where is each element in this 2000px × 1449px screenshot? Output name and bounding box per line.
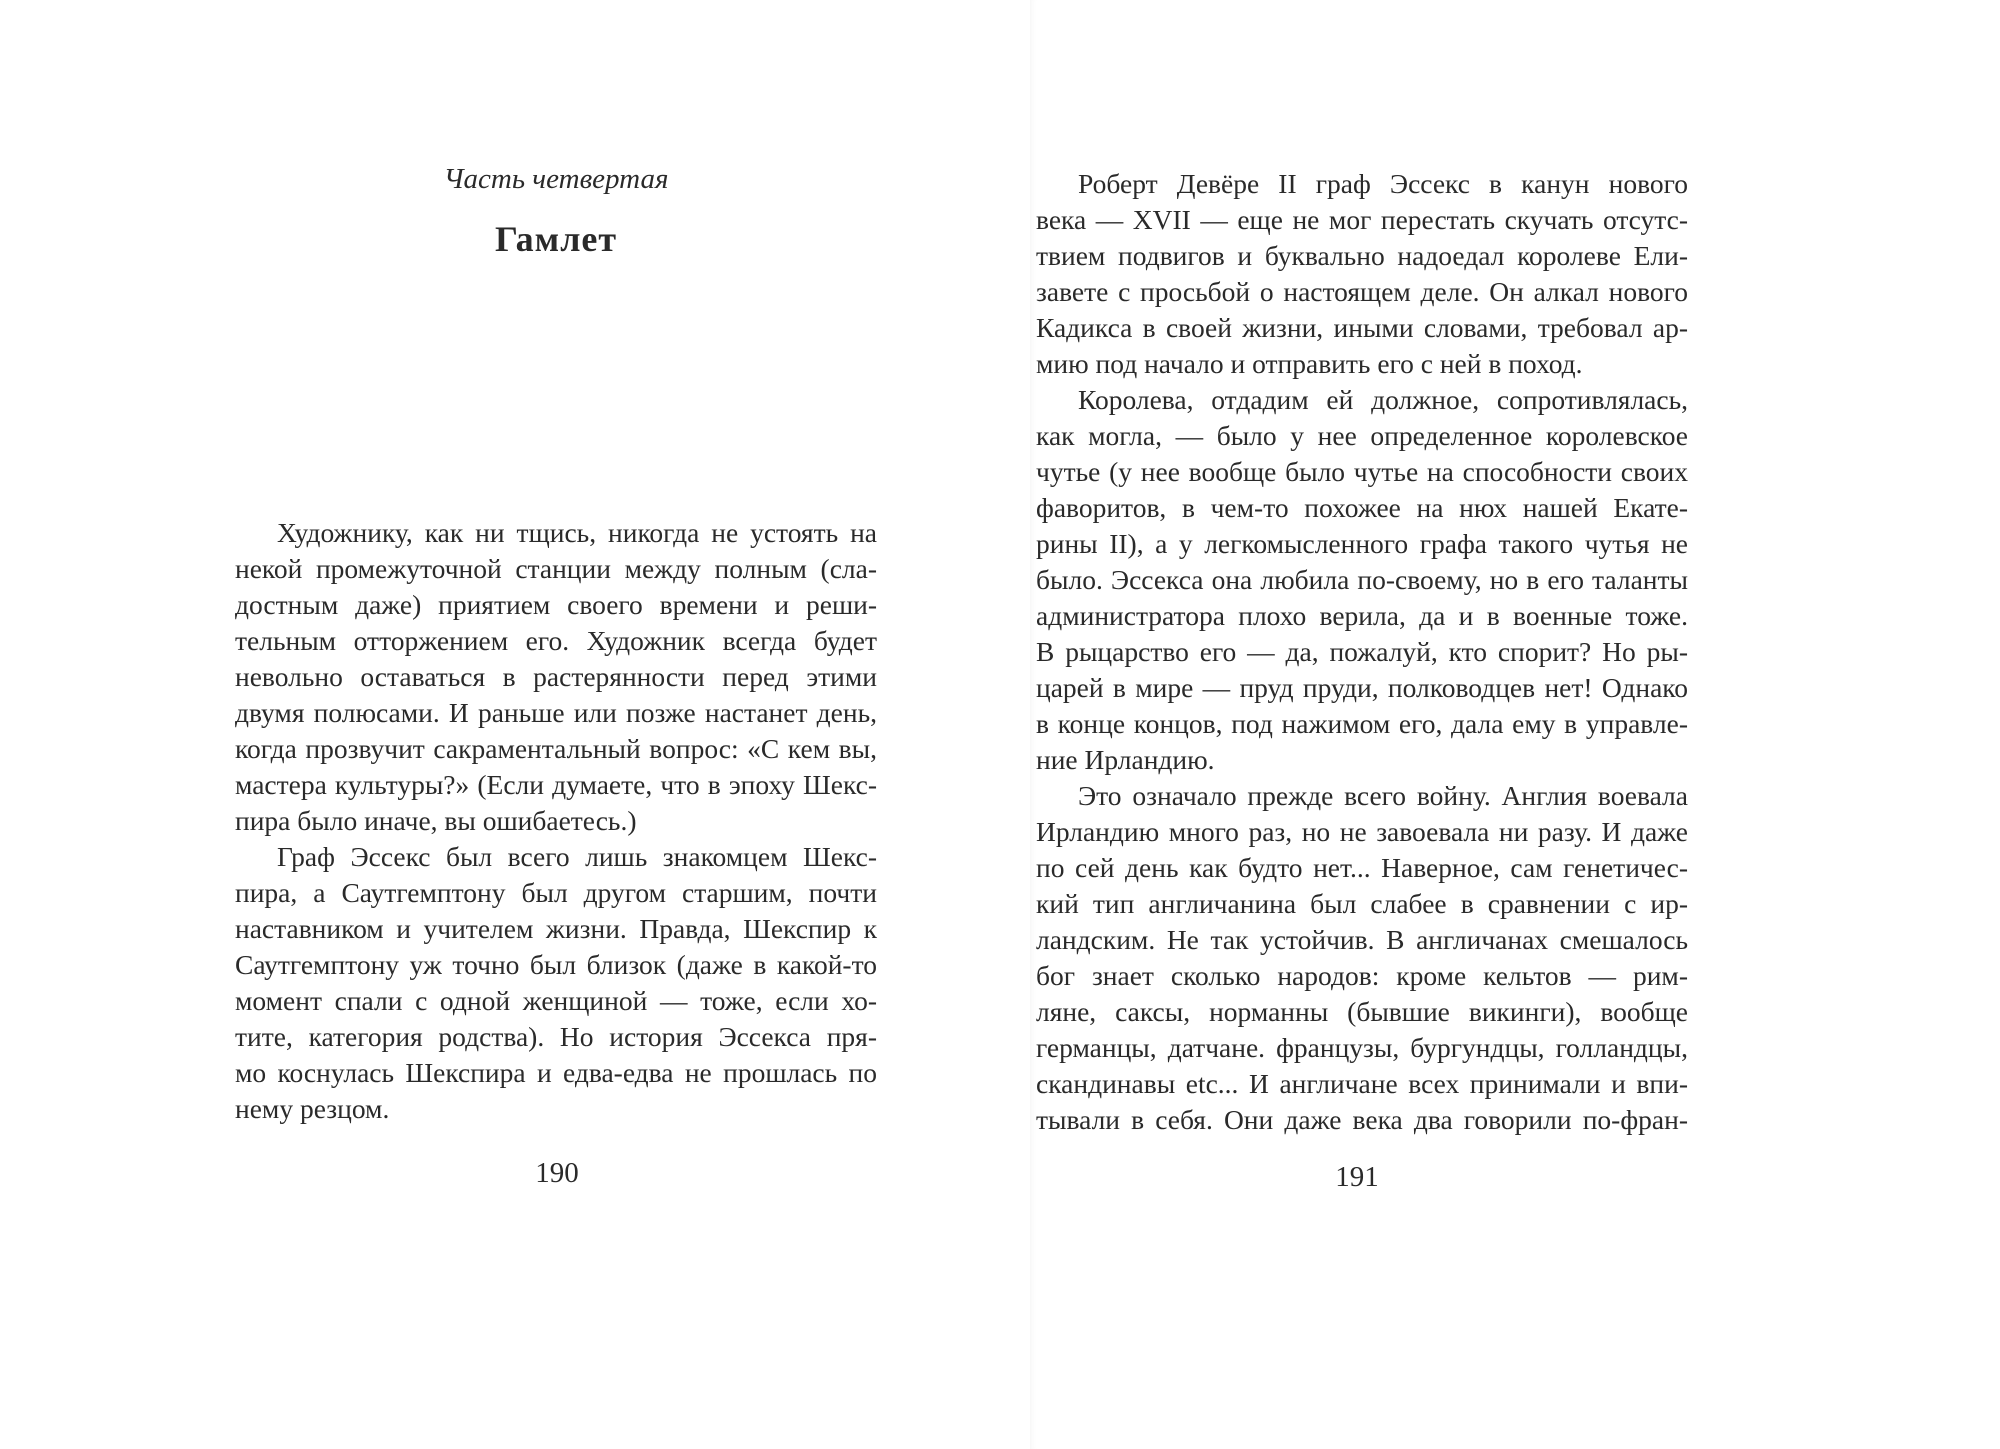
page-number: 191 bbox=[1335, 1161, 1379, 1193]
text-line: века — XVII — еще не мог перестать скучать отсутс- bbox=[1036, 204, 1688, 235]
text-line: администратора плохо верила, да и в военные тоже. bbox=[1036, 600, 1688, 631]
right-page bbox=[1030, 0, 2000, 1449]
text-line: Королева, отдадим ей должное, сопротивлялась, bbox=[1078, 384, 1688, 415]
text-line: невольно оставаться в растерянности перед этими bbox=[235, 661, 877, 692]
page-number: 190 bbox=[535, 1157, 579, 1189]
text-line: твием подвигов и буквально надоедал королеве Ели- bbox=[1036, 240, 1688, 271]
text-line: пира, а Саутгемптону был другом старшим, почти bbox=[235, 877, 877, 908]
text-line: когда прозвучит сакраментальный вопрос: «С кем вы, bbox=[235, 733, 877, 764]
text-line: тите, категория родства). Но история Эссекса пря- bbox=[235, 1021, 877, 1052]
chapter-title: Гамлет bbox=[494, 219, 618, 259]
text-line: тывали в себя. Они даже века два говорили по-фран- bbox=[1036, 1104, 1688, 1135]
text-line: в конце концов, под нажимом его, дала ему в управле- bbox=[1036, 708, 1688, 739]
text-line: завете с просьбой о настоящем деле. Он алкал нового bbox=[1036, 276, 1688, 307]
text-line: Кадикса в своей жизни, иными словами, требовал ар- bbox=[1036, 312, 1688, 343]
text-line: некой промежуточной станции между полным (сла- bbox=[235, 553, 877, 584]
text-line: германцы, датчане. французы, бургундцы, голландцы, bbox=[1036, 1032, 1688, 1063]
text-line: ляне, саксы, норманны (бывшие викинги), вообще bbox=[1036, 996, 1688, 1027]
text-line: пира было иначе, вы ошибаетесь.) bbox=[235, 805, 637, 836]
text-line: царей в мире — пруд пруди, полководцев нет! Однако bbox=[1036, 672, 1688, 703]
text-line: мо коснулась Шекспира и едва-едва не прошлась по bbox=[235, 1057, 877, 1088]
text-line: было. Эссекса она любила по-своему, но в его таланты bbox=[1036, 564, 1688, 595]
text-line: бог знает сколько народов: кроме кельтов — рим- bbox=[1036, 960, 1688, 991]
text-line: Роберт Девёре II граф Эссекс в канун нового bbox=[1078, 168, 1688, 199]
text-line: как могла, — было у нее определенное королевское bbox=[1036, 420, 1688, 451]
text-line: момент спали с одной женщиной — тоже, если хо- bbox=[235, 985, 877, 1016]
paragraph bbox=[1036, 166, 1688, 382]
text-line: по сей день как будто нет... Наверное, сам генетичес- bbox=[1036, 852, 1688, 883]
text-line: Художнику, как ни тщись, никогда не устоять на bbox=[277, 517, 877, 548]
text-line: наставником и учителем жизни. Правда, Шекспир к bbox=[235, 913, 877, 944]
text-line: мию под начало и отправить его с ней в поход. bbox=[1036, 348, 1583, 379]
text-line: двумя полюсами. И раньше или позже настанет день, bbox=[235, 697, 877, 728]
paragraph bbox=[1036, 778, 1688, 1138]
text-line: скандинавы etc... И англичане всех принимали и впи- bbox=[1036, 1068, 1688, 1099]
paragraph bbox=[235, 515, 877, 839]
text-line: Граф Эссекс был всего лишь знакомцем Шекс- bbox=[277, 841, 877, 872]
text-line: достным даже) приятием своего времени и реши- bbox=[235, 589, 877, 620]
part-title: Часть четвертая bbox=[443, 163, 669, 195]
text-line: тельным отторжением его. Художник всегда будет bbox=[235, 625, 877, 656]
text-line: фаворитов, в чем-то похожее на нюх нашей Екате- bbox=[1036, 492, 1688, 523]
text-line: ние Ирландию. bbox=[1036, 744, 1215, 775]
text-line: ландским. Не так устойчив. В англичанах смешалось bbox=[1036, 924, 1688, 955]
text-line: кий тип англичанина был слабее в сравнении с ир- bbox=[1036, 888, 1688, 919]
text-line: В рыцарство его — да, пожалуй, кто спорит? Но ры- bbox=[1036, 636, 1688, 667]
text-line: рины II), а у легкомысленного графа такого чутья не bbox=[1036, 528, 1688, 559]
text-line: Саутгемптону уж точно был близок (даже в какой-то bbox=[235, 949, 877, 980]
paragraph bbox=[235, 839, 877, 1127]
paragraph bbox=[1036, 382, 1688, 778]
right-page-body bbox=[1036, 166, 1688, 1138]
text-line: Это означало прежде всего войну. Англия воевала bbox=[1078, 780, 1688, 811]
text-line: Ирландию много раз, но не завоевала ни разу. И даже bbox=[1036, 816, 1688, 847]
text-line: чутье (у нее вообще было чутье на способности своих bbox=[1036, 456, 1688, 487]
text-line: мастера культуры?» (Если думаете, что в эпоху Шекс- bbox=[235, 769, 877, 800]
text-line: нему резцом. bbox=[235, 1093, 390, 1124]
left-page-body bbox=[235, 515, 877, 1127]
